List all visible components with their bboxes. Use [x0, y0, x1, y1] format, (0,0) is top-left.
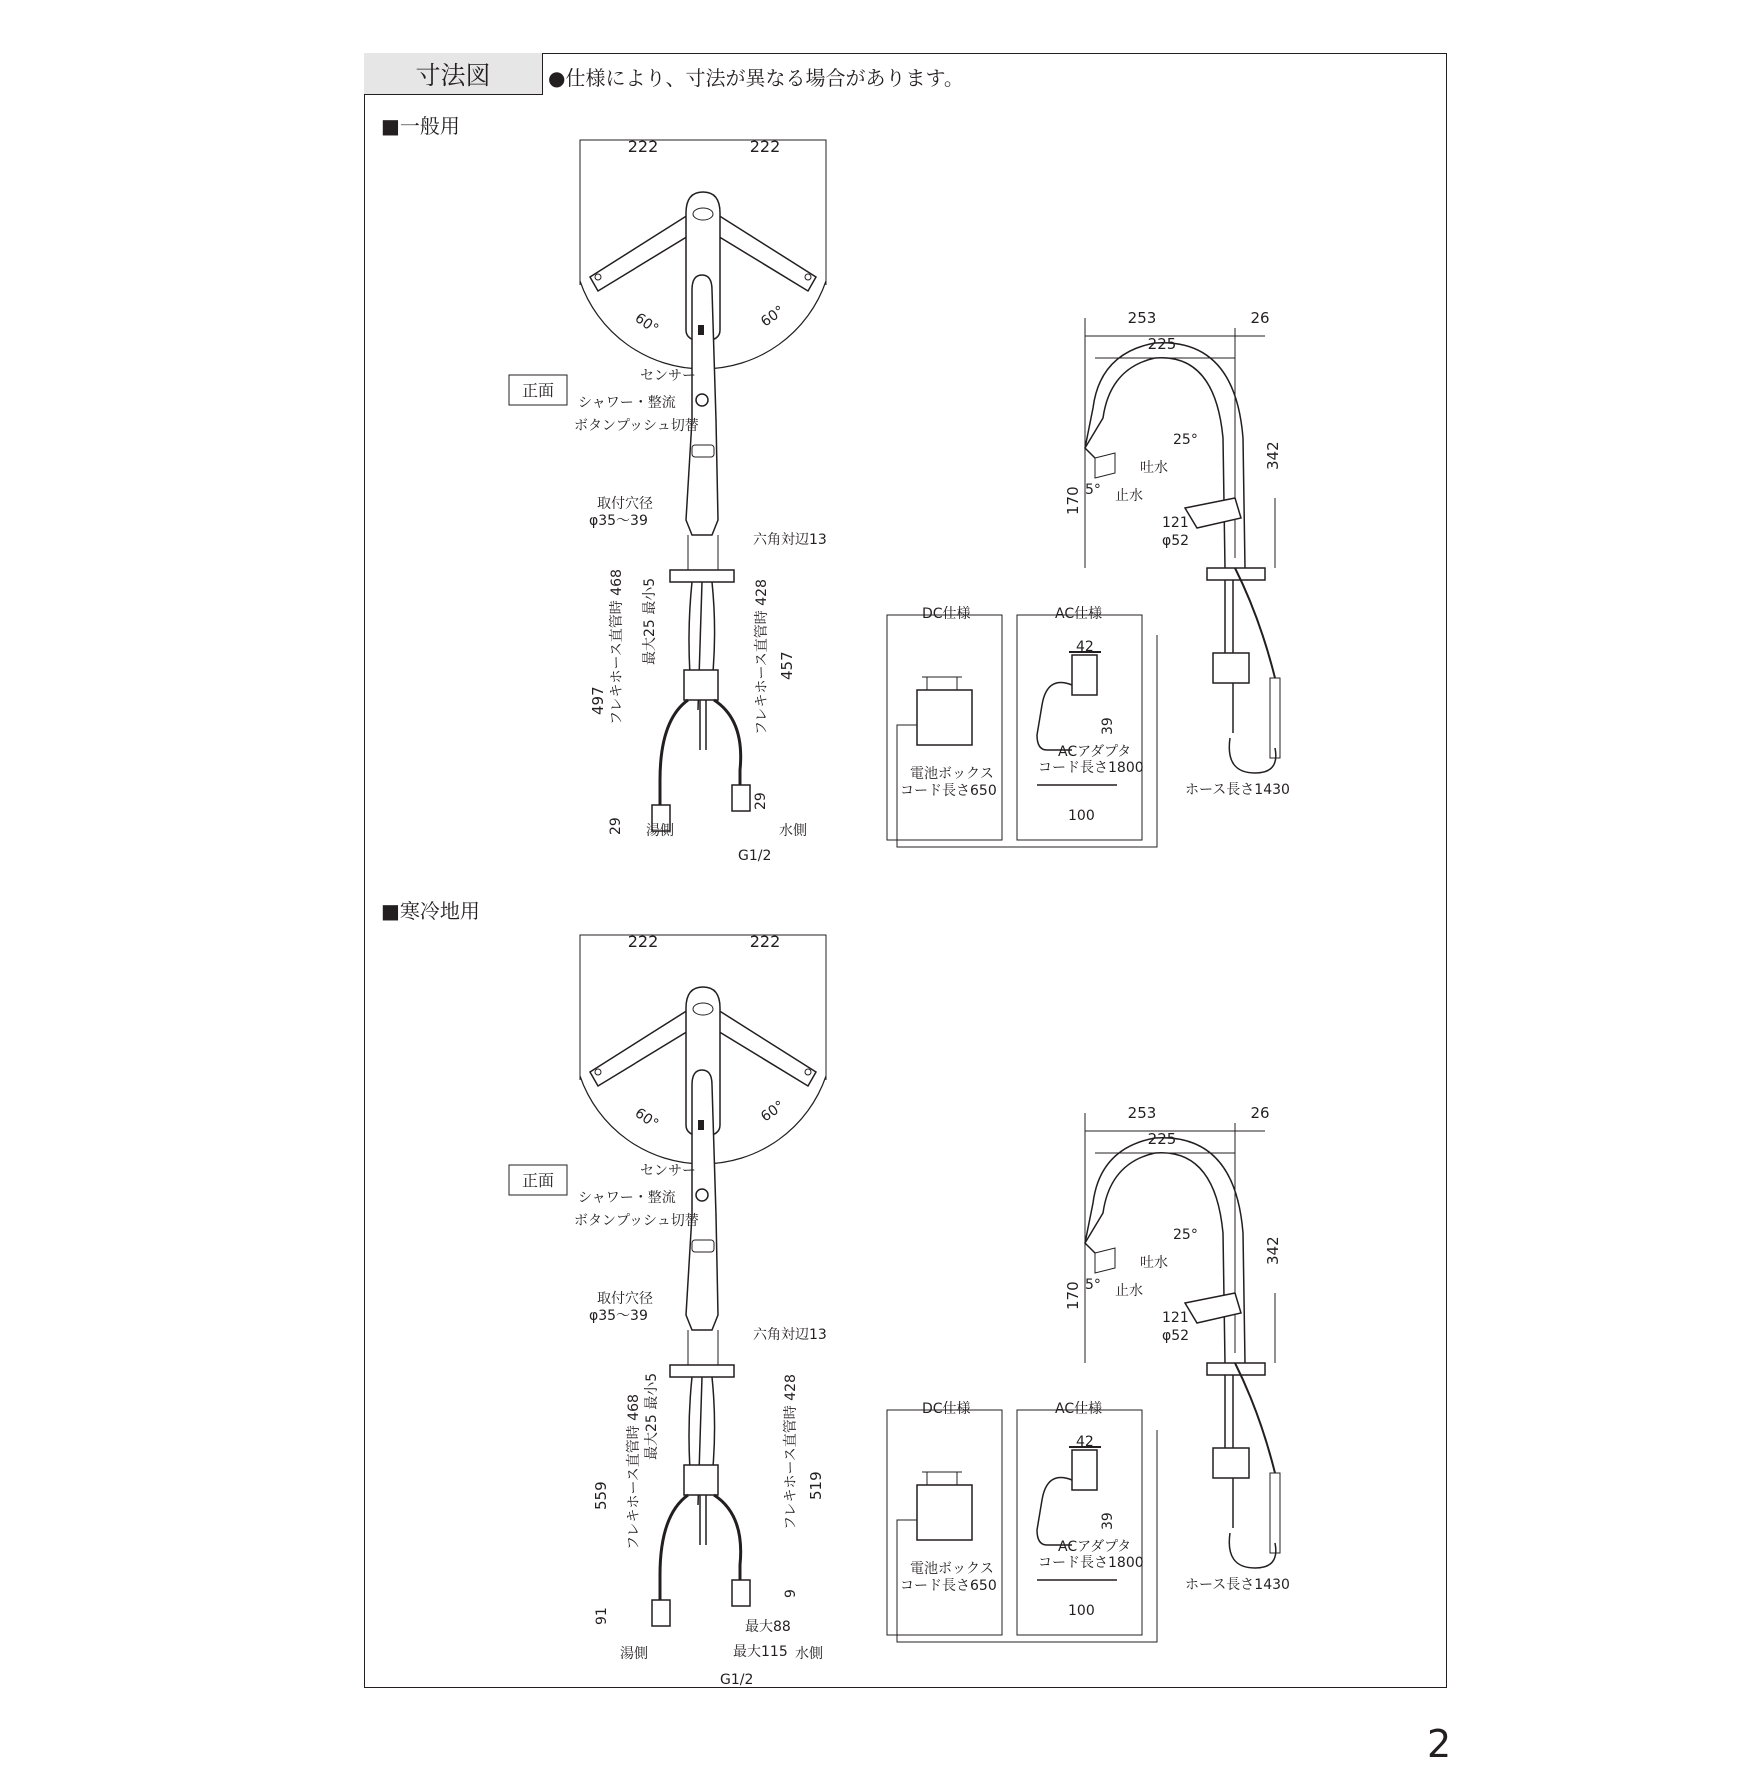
hose-length: ホース長さ1430 [1185, 782, 1290, 798]
ac-42: 42 [1076, 1434, 1094, 1450]
max-115: 最大115 [733, 1644, 788, 1660]
ac-100: 100 [1068, 1603, 1095, 1619]
section-title-general: ■一般用 [381, 114, 460, 138]
sensor-label: センサー [640, 1163, 696, 1179]
battery-cord: コード長さ650 [900, 1578, 997, 1594]
cold-front-view [652, 1070, 750, 1626]
side-253: 253 [1127, 309, 1157, 327]
dim-low-left-cold: 91 [594, 1607, 610, 1625]
adapter-label: ACアダプタ [1058, 1539, 1132, 1555]
side-342: 342 [1264, 1236, 1282, 1265]
max-88: 最大88 [745, 1619, 791, 1635]
front-label: 正面 [521, 381, 555, 400]
side-26: 26 [1250, 309, 1270, 327]
max-min: 最大25 最小5 [644, 1372, 660, 1460]
hex-label: 六角対辺13 [753, 532, 827, 548]
side-52: φ52 [1162, 533, 1190, 549]
shower-label: シャワー・整流 [578, 1190, 676, 1206]
button-label: ボタンプッシュ切替 [574, 418, 699, 434]
cold-options-view [887, 1410, 1157, 1642]
spout-label: 吐水 [1140, 460, 1168, 476]
flex-left: フレキホース直管時 468 [609, 569, 625, 725]
dim-low-right-general: 29 [753, 792, 769, 810]
battery-label: 電池ボックス [910, 1561, 994, 1577]
ac-42: 42 [1076, 639, 1094, 655]
section-title-cold: ■寒冷地用 [381, 899, 480, 923]
flex-right: フレキホース直管時 428 [754, 579, 770, 735]
hex-label: 六角対辺13 [753, 1327, 827, 1343]
dim-top-left: 222 [627, 932, 659, 951]
cold-side: 水側 [795, 1646, 823, 1662]
page-number: 2 [1427, 1722, 1452, 1766]
angle-right: 60° [758, 302, 788, 331]
stop-label: 止水 [1115, 1283, 1143, 1299]
hose-length: ホース長さ1430 [1185, 1577, 1290, 1593]
side-121: 121 [1162, 515, 1189, 531]
ac-label: AC仕様 [1055, 1401, 1103, 1417]
side-25deg: 25° [1173, 432, 1198, 448]
side-225: 225 [1147, 335, 1177, 353]
sensor-label: センサー [640, 368, 696, 384]
flex-left: フレキホース直管時 468 [626, 1394, 642, 1550]
hole-size: φ35～39 [589, 513, 648, 529]
ac-39: 39 [1100, 717, 1116, 735]
side-25deg: 25° [1173, 1227, 1198, 1243]
spout-label: 吐水 [1140, 1255, 1168, 1271]
dim-top-left: 222 [627, 137, 659, 156]
hole-label: 取付穴径 [597, 1291, 653, 1307]
max-min: 最大25 最小5 [642, 577, 658, 665]
side-5deg: 5° [1085, 482, 1101, 498]
button-label: ボタンプッシュ切替 [574, 1213, 699, 1229]
dim-low-left-general: 29 [608, 817, 624, 835]
battery-cord: コード長さ650 [900, 783, 997, 799]
dim-right-general: 457 [778, 651, 796, 680]
side-170: 170 [1064, 486, 1082, 515]
dim-left-cold: 559 [592, 1481, 610, 1510]
adapter-cord: コード長さ1800 [1038, 760, 1144, 776]
side-26: 26 [1250, 1104, 1270, 1122]
side-121: 121 [1162, 1310, 1189, 1326]
dc-label: DC仕様 [922, 606, 971, 622]
side-253: 253 [1127, 1104, 1157, 1122]
adapter-label: ACアダプタ [1058, 744, 1132, 760]
hot-side: 湯側 [646, 823, 674, 839]
angle-right: 60° [758, 1097, 788, 1126]
angle-left: 60° [631, 310, 662, 338]
ac-label: AC仕様 [1055, 606, 1103, 622]
dim-right-cold: 519 [807, 1471, 825, 1500]
hole-label: 取付穴径 [597, 496, 653, 512]
dim-left-general: 497 [589, 686, 607, 715]
stop-label: 止水 [1115, 488, 1143, 504]
flex-right: フレキホース直管時 428 [783, 1374, 799, 1530]
side-225: 225 [1147, 1130, 1177, 1148]
side-342: 342 [1264, 441, 1282, 470]
ac-100: 100 [1068, 808, 1095, 824]
header-note: ●仕様により、寸法が異なる場合があります。 [548, 66, 964, 90]
general-options-view [887, 615, 1157, 847]
hole-size: φ35～39 [589, 1308, 648, 1324]
hot-side: 湯側 [620, 1646, 648, 1662]
side-170: 170 [1064, 1281, 1082, 1310]
battery-label: 電池ボックス [910, 766, 994, 782]
side-5deg: 5° [1085, 1277, 1101, 1293]
cold-side: 水側 [779, 823, 807, 839]
dim-top-right: 222 [749, 932, 781, 951]
dim-top-right: 222 [749, 137, 781, 156]
header-title: 寸法図 [415, 60, 491, 90]
adapter-cord: コード長さ1800 [1038, 1555, 1144, 1571]
ac-39: 39 [1100, 1512, 1116, 1530]
thread-size: G1/2 [720, 1672, 754, 1688]
shower-label: シャワー・整流 [578, 395, 676, 411]
general-front-view [652, 275, 750, 831]
thread-size: G1/2 [738, 848, 772, 864]
dim-low-right-cold: 9 [783, 1589, 799, 1598]
angle-left: 60° [631, 1105, 662, 1133]
front-label: 正面 [521, 1171, 555, 1190]
side-52: φ52 [1162, 1328, 1190, 1344]
dc-label: DC仕様 [922, 1401, 971, 1417]
